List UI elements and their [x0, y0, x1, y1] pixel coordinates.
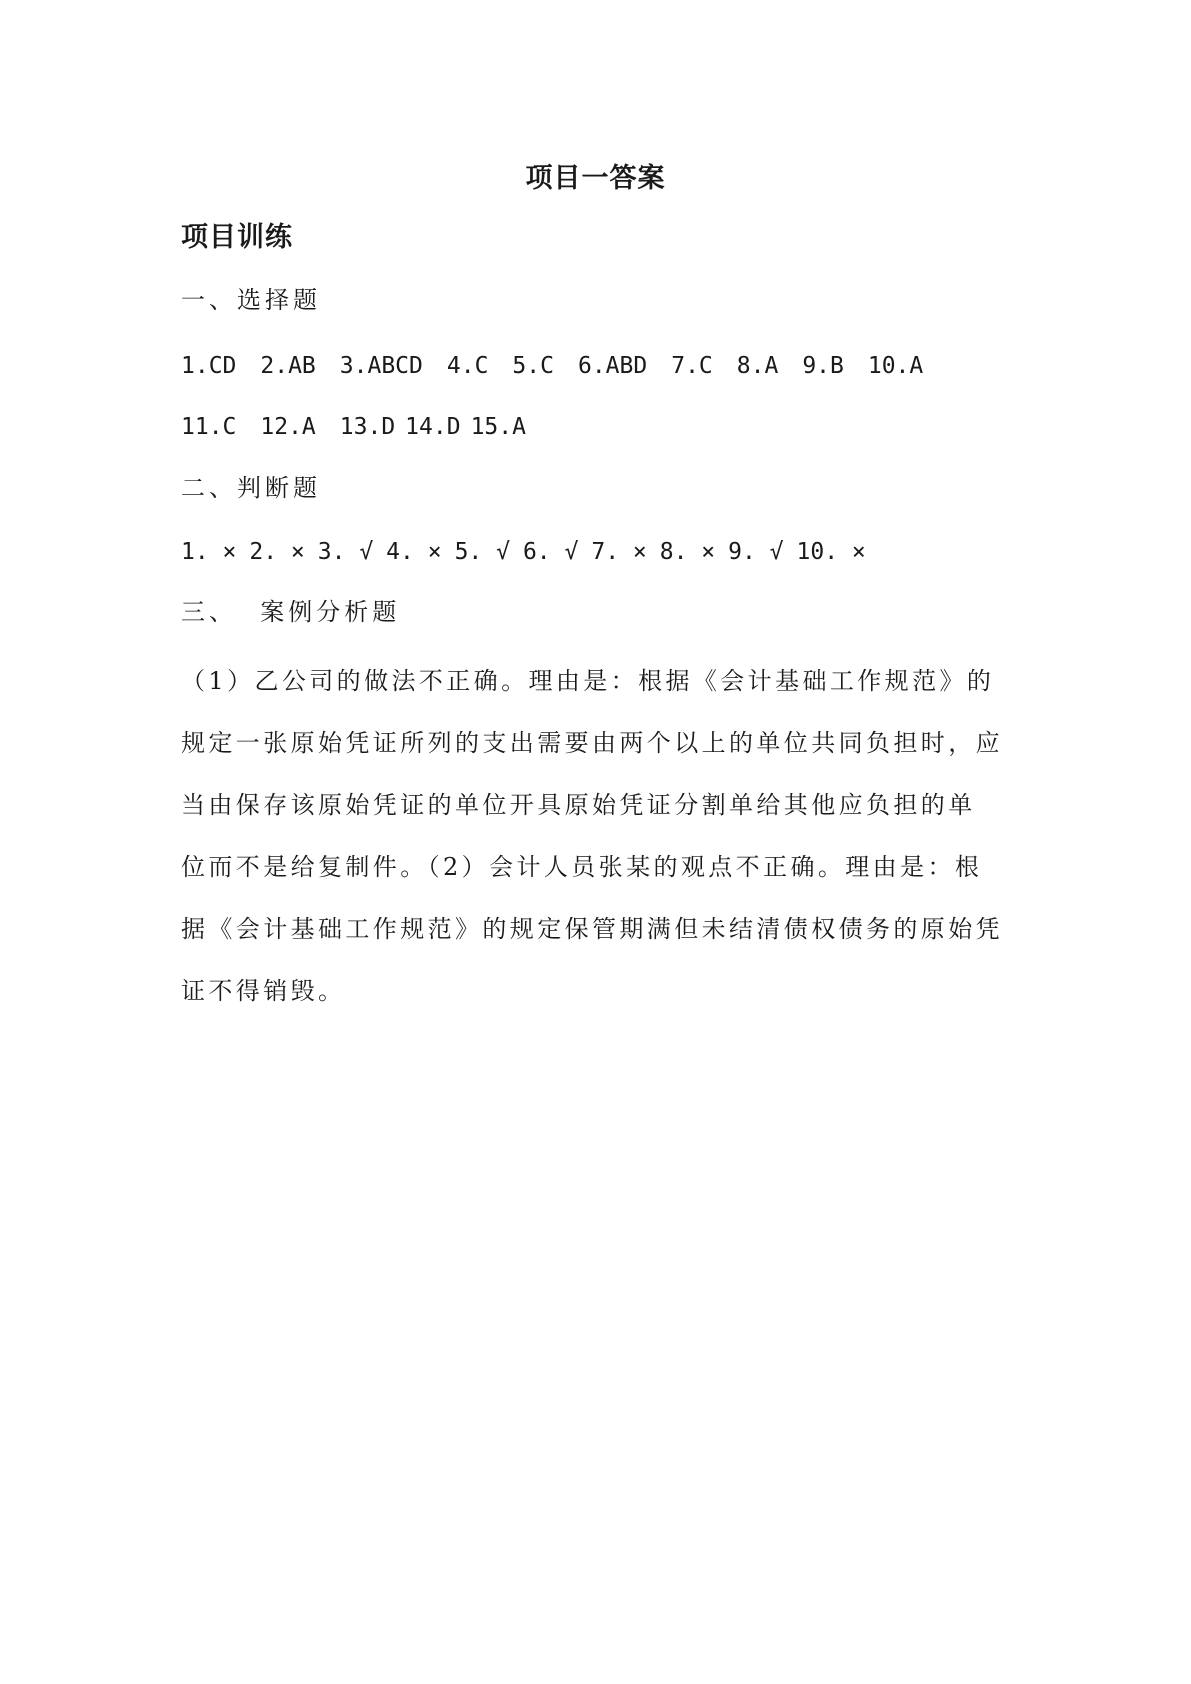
choice-answer: 2.AB: [260, 353, 316, 379]
choice-heading: 一、选择题: [181, 286, 321, 314]
choice-answer: 13.D: [339, 414, 396, 440]
page-title: 项目一答案: [525, 163, 666, 194]
choice-answer: 5.C: [512, 353, 554, 379]
judge-answer: 1. ×: [181, 539, 237, 565]
choice-answer: 14.D: [405, 414, 461, 440]
choice-answer: 15.A: [470, 414, 526, 440]
judge-answer: 3. √: [317, 539, 374, 565]
choice-answer: 6.ABD: [577, 353, 648, 379]
case-answer-line: 据《会计基础工作规范》的规定保管期满但未结清债权债务的原始凭: [181, 915, 1003, 943]
choice-answers-row-1: [181, 349, 1011, 382]
case-answer-line: 当由保存该原始凭证的单位开具原始凭证分割单给其他应负担的单: [181, 791, 976, 819]
case-answer-line: （1）乙公司的做法不正确。理由是：根据《会计基础工作规范》的: [181, 667, 995, 695]
choice-answer: 7.C: [671, 353, 713, 379]
case-answer-line: 证不得销毁。: [181, 977, 346, 1005]
choice-answer: 12.A: [260, 414, 316, 440]
judge-answer: 8. ×: [659, 539, 716, 565]
judge-answer: 2. ×: [249, 539, 305, 565]
choice-answer: 9.B: [802, 353, 844, 379]
judge-answers-row: [181, 535, 1011, 568]
judge-answer: 6. √: [522, 539, 579, 565]
choice-answer: 11.C: [181, 414, 237, 440]
judge-answer: 9. √: [728, 539, 784, 565]
choice-answer: 4.C: [446, 353, 489, 379]
section-heading: 项目训练: [181, 222, 293, 253]
choice-answer: 10.A: [867, 353, 924, 379]
case-answer-paragraph: [181, 650, 1011, 1022]
judge-answer: 10. ×: [796, 539, 866, 565]
case-answer-line: 规定一张原始凭证所列的支出需要由两个以上的单位共同负担时，应: [181, 729, 1003, 757]
judge-heading: 二、判断题: [181, 474, 321, 502]
judge-answer: 4. ×: [386, 539, 442, 565]
choice-answer: 1.CD: [181, 353, 237, 379]
choice-answer: 8.A: [736, 353, 779, 379]
case-heading: 三、 案例分析题: [181, 598, 401, 626]
choice-answers-row-2: [181, 410, 1011, 443]
case-answer-line: 位而不是给复制件。（2）会计人员张某的观点不正确。理由是：根: [181, 853, 983, 881]
judge-answer: 5. √: [454, 539, 510, 565]
judge-answer: 7. ×: [591, 539, 647, 565]
choice-answer: 3.ABCD: [339, 353, 423, 379]
